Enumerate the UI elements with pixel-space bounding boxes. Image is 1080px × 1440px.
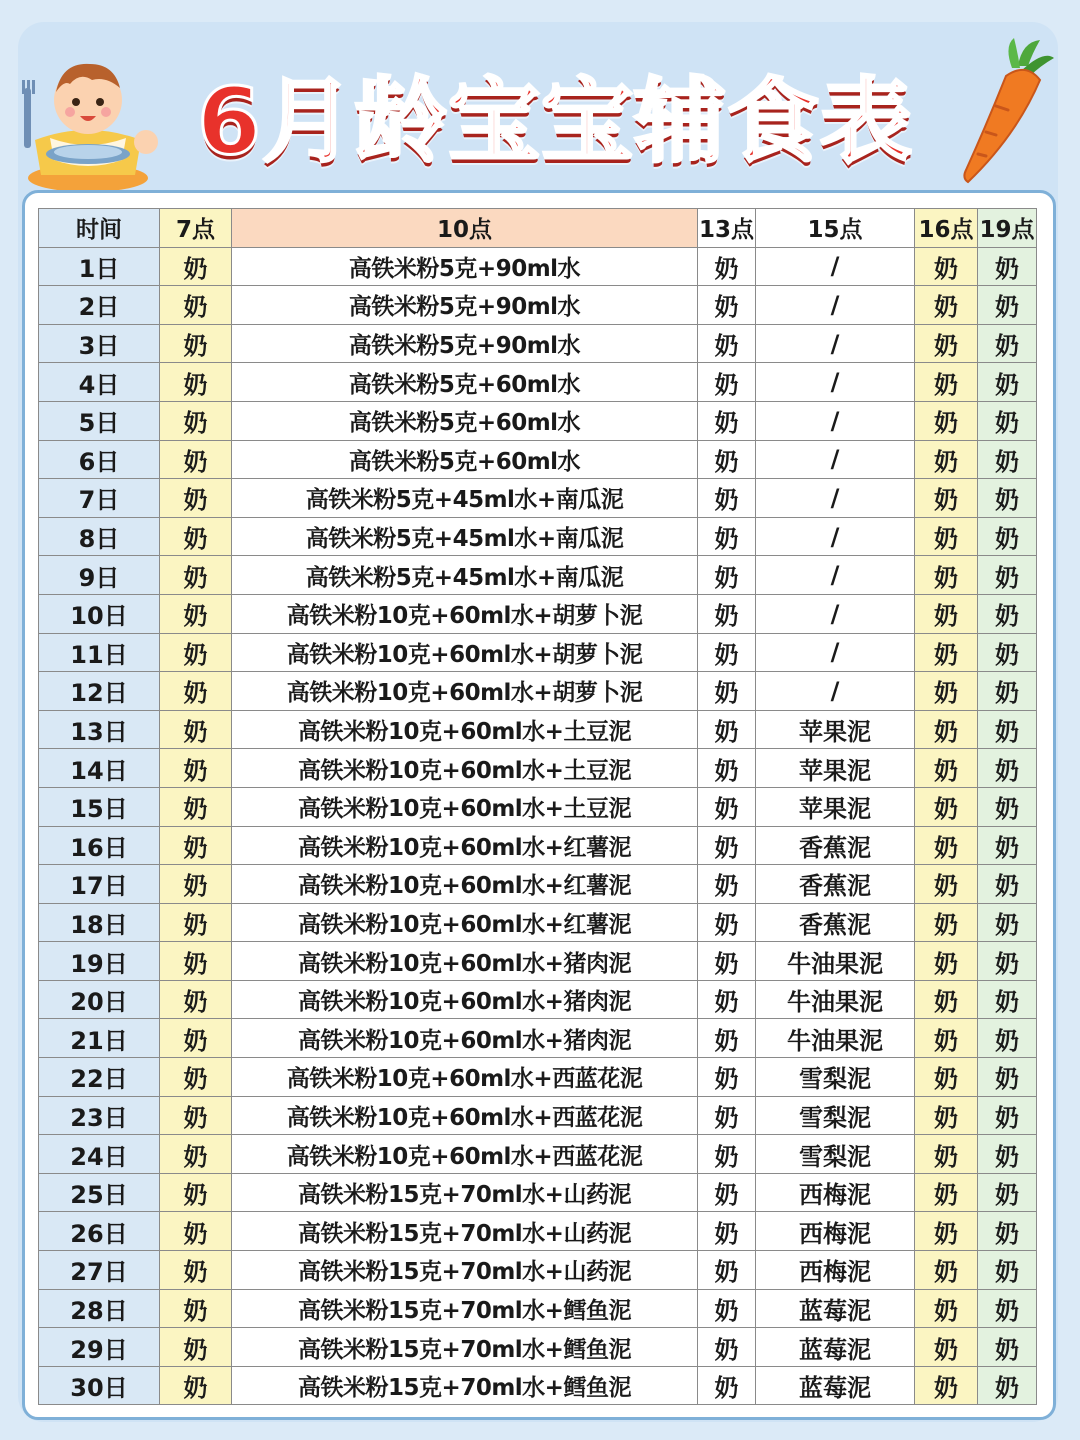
- cell-7: 奶: [160, 672, 232, 711]
- cell-15: 雪梨泥: [756, 1058, 915, 1097]
- cell-16: 奶: [915, 1058, 978, 1097]
- cell-16: 奶: [915, 1328, 978, 1367]
- cell-13: 奶: [698, 363, 756, 402]
- cell-13: 奶: [698, 324, 756, 363]
- cell-16: 奶: [915, 1096, 978, 1135]
- cell-7: 奶: [160, 401, 232, 440]
- cell-16: 奶: [915, 1251, 978, 1290]
- cell-10: 高铁米粉15克+70ml水+鳕鱼泥: [232, 1289, 698, 1328]
- cell-15: /: [756, 479, 915, 518]
- table-row: [39, 479, 1037, 518]
- cell-10: 高铁米粉5克+60ml水: [232, 440, 698, 479]
- cell-10: 高铁米粉10克+60ml水+西蓝花泥: [232, 1058, 698, 1097]
- cell-10: 高铁米粉5克+45ml水+南瓜泥: [232, 479, 698, 518]
- cell-16: 奶: [915, 363, 978, 402]
- cell-7: 奶: [160, 1058, 232, 1097]
- cell-10: 高铁米粉5克+60ml水: [232, 363, 698, 402]
- cell-15: 蓝莓泥: [756, 1289, 915, 1328]
- cell-19: 奶: [978, 1212, 1037, 1251]
- table-row: [39, 363, 1037, 402]
- cell-19: 奶: [978, 865, 1037, 904]
- cell-day: 2日: [39, 286, 160, 325]
- cell-15: /: [756, 556, 915, 595]
- cell-13: 奶: [698, 1328, 756, 1367]
- cell-day: 22日: [39, 1058, 160, 1097]
- cell-13: 奶: [698, 556, 756, 595]
- cell-13: 奶: [698, 1096, 756, 1135]
- table-row: [39, 247, 1037, 286]
- cell-13: 奶: [698, 980, 756, 1019]
- table-row: [39, 980, 1037, 1019]
- cell-day: 4日: [39, 363, 160, 402]
- cell-10: 高铁米粉15克+70ml水+鳕鱼泥: [232, 1328, 698, 1367]
- cell-15: /: [756, 672, 915, 711]
- cell-16: 奶: [915, 517, 978, 556]
- cell-15: 雪梨泥: [756, 1096, 915, 1135]
- cell-day: 15日: [39, 787, 160, 826]
- cell-13: 奶: [698, 479, 756, 518]
- table-row: [39, 1289, 1037, 1328]
- cell-15: /: [756, 363, 915, 402]
- cell-7: 奶: [160, 1366, 232, 1405]
- table-row: [39, 401, 1037, 440]
- table-row: [39, 865, 1037, 904]
- cell-19: 奶: [978, 1251, 1037, 1290]
- table-row: [39, 1019, 1037, 1058]
- cell-day: 11日: [39, 633, 160, 672]
- cell-15: 西梅泥: [756, 1173, 915, 1212]
- cell-day: 30日: [39, 1366, 160, 1405]
- cell-15: 西梅泥: [756, 1212, 915, 1251]
- cell-16: 奶: [915, 1019, 978, 1058]
- feeding-schedule-table: [38, 208, 1037, 1405]
- cell-15: 香蕉泥: [756, 826, 915, 865]
- cell-10: 高铁米粉10克+60ml水+土豆泥: [232, 749, 698, 788]
- cell-day: 7日: [39, 479, 160, 518]
- table-row: [39, 1058, 1037, 1097]
- cell-13: 奶: [698, 1289, 756, 1328]
- cell-19: 奶: [978, 324, 1037, 363]
- header-15: 15点: [756, 209, 915, 248]
- header-7: 7点: [160, 209, 232, 248]
- cell-day: 29日: [39, 1328, 160, 1367]
- cell-7: 奶: [160, 633, 232, 672]
- cell-16: 奶: [915, 247, 978, 286]
- cell-7: 奶: [160, 749, 232, 788]
- cell-13: 奶: [698, 710, 756, 749]
- cell-16: 奶: [915, 1289, 978, 1328]
- cell-13: 奶: [698, 903, 756, 942]
- cell-16: 奶: [915, 1212, 978, 1251]
- cell-7: 奶: [160, 942, 232, 981]
- cell-10: 高铁米粉10克+60ml水+胡萝卜泥: [232, 633, 698, 672]
- cell-10: 高铁米粉10克+60ml水+土豆泥: [232, 787, 698, 826]
- cell-10: 高铁米粉5克+45ml水+南瓜泥: [232, 556, 698, 595]
- cell-15: /: [756, 517, 915, 556]
- cell-10: 高铁米粉15克+70ml水+鳕鱼泥: [232, 1366, 698, 1405]
- table-row: [39, 942, 1037, 981]
- cell-16: 奶: [915, 401, 978, 440]
- cell-10: 高铁米粉15克+70ml水+山药泥: [232, 1212, 698, 1251]
- cell-10: 高铁米粉15克+70ml水+山药泥: [232, 1173, 698, 1212]
- cell-19: 奶: [978, 980, 1037, 1019]
- cell-16: 奶: [915, 787, 978, 826]
- table-header-row: [39, 209, 1037, 248]
- cell-16: 奶: [915, 594, 978, 633]
- cell-10: 高铁米粉5克+90ml水: [232, 247, 698, 286]
- cell-19: 奶: [978, 710, 1037, 749]
- cell-7: 奶: [160, 363, 232, 402]
- cell-15: 蓝莓泥: [756, 1366, 915, 1405]
- table-row: [39, 1366, 1037, 1405]
- cell-7: 奶: [160, 787, 232, 826]
- table-row: [39, 903, 1037, 942]
- cell-10: 高铁米粉10克+60ml水+猪肉泥: [232, 942, 698, 981]
- cell-15: /: [756, 401, 915, 440]
- cell-day: 12日: [39, 672, 160, 711]
- cell-13: 奶: [698, 787, 756, 826]
- cell-16: 奶: [915, 324, 978, 363]
- cell-13: 奶: [698, 1251, 756, 1290]
- table-row: [39, 286, 1037, 325]
- cell-13: 奶: [698, 826, 756, 865]
- cell-7: 奶: [160, 594, 232, 633]
- cell-day: 17日: [39, 865, 160, 904]
- cell-15: 牛油果泥: [756, 1019, 915, 1058]
- cell-7: 奶: [160, 324, 232, 363]
- cell-day: 24日: [39, 1135, 160, 1174]
- cell-13: 奶: [698, 1135, 756, 1174]
- cell-19: 奶: [978, 633, 1037, 672]
- cell-10: 高铁米粉5克+60ml水: [232, 401, 698, 440]
- header-19: 19点: [978, 209, 1037, 248]
- cell-16: 奶: [915, 1135, 978, 1174]
- baby-illustration: [10, 50, 165, 190]
- cell-day: 13日: [39, 710, 160, 749]
- cell-7: 奶: [160, 479, 232, 518]
- table-row: [39, 1173, 1037, 1212]
- cell-19: 奶: [978, 363, 1037, 402]
- cell-13: 奶: [698, 1366, 756, 1405]
- header-16: 16点: [915, 209, 978, 248]
- cell-7: 奶: [160, 865, 232, 904]
- carrot-illustration: [956, 36, 1056, 186]
- cell-10: 高铁米粉10克+60ml水+西蓝花泥: [232, 1096, 698, 1135]
- cell-day: 27日: [39, 1251, 160, 1290]
- cell-15: /: [756, 324, 915, 363]
- table-row: [39, 517, 1037, 556]
- cell-15: 香蕉泥: [756, 903, 915, 942]
- cell-16: 奶: [915, 556, 978, 595]
- cell-day: 25日: [39, 1173, 160, 1212]
- cell-19: 奶: [978, 479, 1037, 518]
- cell-13: 奶: [698, 594, 756, 633]
- table-row: [39, 1096, 1037, 1135]
- cell-7: 奶: [160, 1328, 232, 1367]
- table-row: [39, 1212, 1037, 1251]
- cell-19: 奶: [978, 286, 1037, 325]
- cell-16: 奶: [915, 903, 978, 942]
- page-title: 6月龄宝宝辅食表: [196, 68, 913, 175]
- cell-day: 19日: [39, 942, 160, 981]
- cell-10: 高铁米粉10克+60ml水+红薯泥: [232, 865, 698, 904]
- cell-16: 奶: [915, 826, 978, 865]
- cell-7: 奶: [160, 903, 232, 942]
- cell-day: 26日: [39, 1212, 160, 1251]
- cell-day: 10日: [39, 594, 160, 633]
- cell-15: /: [756, 286, 915, 325]
- cell-7: 奶: [160, 440, 232, 479]
- cell-7: 奶: [160, 1212, 232, 1251]
- cell-16: 奶: [915, 286, 978, 325]
- cell-15: /: [756, 440, 915, 479]
- cell-19: 奶: [978, 787, 1037, 826]
- cell-19: 奶: [978, 942, 1037, 981]
- table-row: [39, 633, 1037, 672]
- cell-19: 奶: [978, 1135, 1037, 1174]
- table-row: [39, 1135, 1037, 1174]
- cell-16: 奶: [915, 1366, 978, 1405]
- cell-15: 苹果泥: [756, 787, 915, 826]
- cell-16: 奶: [915, 710, 978, 749]
- cell-7: 奶: [160, 247, 232, 286]
- cell-13: 奶: [698, 672, 756, 711]
- cell-15: 苹果泥: [756, 749, 915, 788]
- cell-13: 奶: [698, 942, 756, 981]
- cell-13: 奶: [698, 1019, 756, 1058]
- cell-10: 高铁米粉10克+60ml水+土豆泥: [232, 710, 698, 749]
- cell-19: 奶: [978, 1366, 1037, 1405]
- cell-15: /: [756, 633, 915, 672]
- cell-19: 奶: [978, 1328, 1037, 1367]
- cell-19: 奶: [978, 440, 1037, 479]
- cell-day: 28日: [39, 1289, 160, 1328]
- cell-10: 高铁米粉10克+60ml水+胡萝卜泥: [232, 594, 698, 633]
- cell-day: 1日: [39, 247, 160, 286]
- cell-day: 18日: [39, 903, 160, 942]
- cell-19: 奶: [978, 1019, 1037, 1058]
- cell-10: 高铁米粉10克+60ml水+红薯泥: [232, 903, 698, 942]
- cell-7: 奶: [160, 826, 232, 865]
- cell-13: 奶: [698, 517, 756, 556]
- cell-day: 6日: [39, 440, 160, 479]
- cell-16: 奶: [915, 440, 978, 479]
- cell-10: 高铁米粉10克+60ml水+红薯泥: [232, 826, 698, 865]
- cell-19: 奶: [978, 1096, 1037, 1135]
- cell-19: 奶: [978, 1173, 1037, 1212]
- cell-13: 奶: [698, 865, 756, 904]
- cell-15: 牛油果泥: [756, 942, 915, 981]
- table-row: [39, 1328, 1037, 1367]
- cell-19: 奶: [978, 401, 1037, 440]
- cell-day: 23日: [39, 1096, 160, 1135]
- cell-7: 奶: [160, 286, 232, 325]
- cell-7: 奶: [160, 1289, 232, 1328]
- cell-19: 奶: [978, 672, 1037, 711]
- cell-15: 香蕉泥: [756, 865, 915, 904]
- cell-day: 14日: [39, 749, 160, 788]
- cell-7: 奶: [160, 1251, 232, 1290]
- cell-10: 高铁米粉10克+60ml水+西蓝花泥: [232, 1135, 698, 1174]
- cell-19: 奶: [978, 247, 1037, 286]
- cell-15: /: [756, 247, 915, 286]
- header-13: 13点: [698, 209, 756, 248]
- cell-15: 苹果泥: [756, 710, 915, 749]
- cell-19: 奶: [978, 517, 1037, 556]
- header-10: 10点: [232, 209, 698, 248]
- cell-13: 奶: [698, 286, 756, 325]
- cell-16: 奶: [915, 479, 978, 518]
- cell-19: 奶: [978, 594, 1037, 633]
- cell-7: 奶: [160, 517, 232, 556]
- cell-13: 奶: [698, 1212, 756, 1251]
- cell-15: 蓝莓泥: [756, 1328, 915, 1367]
- cell-16: 奶: [915, 1173, 978, 1212]
- cell-19: 奶: [978, 826, 1037, 865]
- table-row: [39, 440, 1037, 479]
- cell-10: 高铁米粉10克+60ml水+胡萝卜泥: [232, 672, 698, 711]
- cell-10: 高铁米粉15克+70ml水+山药泥: [232, 1251, 698, 1290]
- table-row: [39, 1251, 1037, 1290]
- table-row: [39, 749, 1037, 788]
- cell-10: 高铁米粉5克+90ml水: [232, 286, 698, 325]
- cell-19: 奶: [978, 1289, 1037, 1328]
- cell-19: 奶: [978, 903, 1037, 942]
- cell-15: 牛油果泥: [756, 980, 915, 1019]
- cell-13: 奶: [698, 1173, 756, 1212]
- cell-7: 奶: [160, 1096, 232, 1135]
- cell-10: 高铁米粉5克+90ml水: [232, 324, 698, 363]
- cell-16: 奶: [915, 672, 978, 711]
- cell-19: 奶: [978, 749, 1037, 788]
- cell-10: 高铁米粉10克+60ml水+猪肉泥: [232, 980, 698, 1019]
- cell-16: 奶: [915, 865, 978, 904]
- table-row: [39, 787, 1037, 826]
- cell-13: 奶: [698, 633, 756, 672]
- cell-13: 奶: [698, 440, 756, 479]
- cell-16: 奶: [915, 980, 978, 1019]
- cell-day: 20日: [39, 980, 160, 1019]
- table-row: [39, 710, 1037, 749]
- cell-day: 8日: [39, 517, 160, 556]
- header-time: 时间: [39, 209, 160, 248]
- cell-13: 奶: [698, 1058, 756, 1097]
- table-row: [39, 672, 1037, 711]
- table-row: [39, 324, 1037, 363]
- cell-day: 5日: [39, 401, 160, 440]
- cell-13: 奶: [698, 401, 756, 440]
- cell-15: /: [756, 594, 915, 633]
- cell-19: 奶: [978, 556, 1037, 595]
- cell-7: 奶: [160, 1019, 232, 1058]
- cell-day: 21日: [39, 1019, 160, 1058]
- cell-15: 西梅泥: [756, 1251, 915, 1290]
- cell-16: 奶: [915, 942, 978, 981]
- cell-7: 奶: [160, 710, 232, 749]
- cell-7: 奶: [160, 1173, 232, 1212]
- table-row: [39, 556, 1037, 595]
- cell-16: 奶: [915, 633, 978, 672]
- cell-7: 奶: [160, 556, 232, 595]
- cell-day: 3日: [39, 324, 160, 363]
- cell-13: 奶: [698, 749, 756, 788]
- table-row: [39, 826, 1037, 865]
- cell-day: 16日: [39, 826, 160, 865]
- cell-15: 雪梨泥: [756, 1135, 915, 1174]
- cell-13: 奶: [698, 247, 756, 286]
- table-row: [39, 594, 1037, 633]
- cell-10: 高铁米粉10克+60ml水+猪肉泥: [232, 1019, 698, 1058]
- cell-19: 奶: [978, 1058, 1037, 1097]
- cell-10: 高铁米粉5克+45ml水+南瓜泥: [232, 517, 698, 556]
- cell-7: 奶: [160, 1135, 232, 1174]
- cell-7: 奶: [160, 980, 232, 1019]
- cell-day: 9日: [39, 556, 160, 595]
- cell-16: 奶: [915, 749, 978, 788]
